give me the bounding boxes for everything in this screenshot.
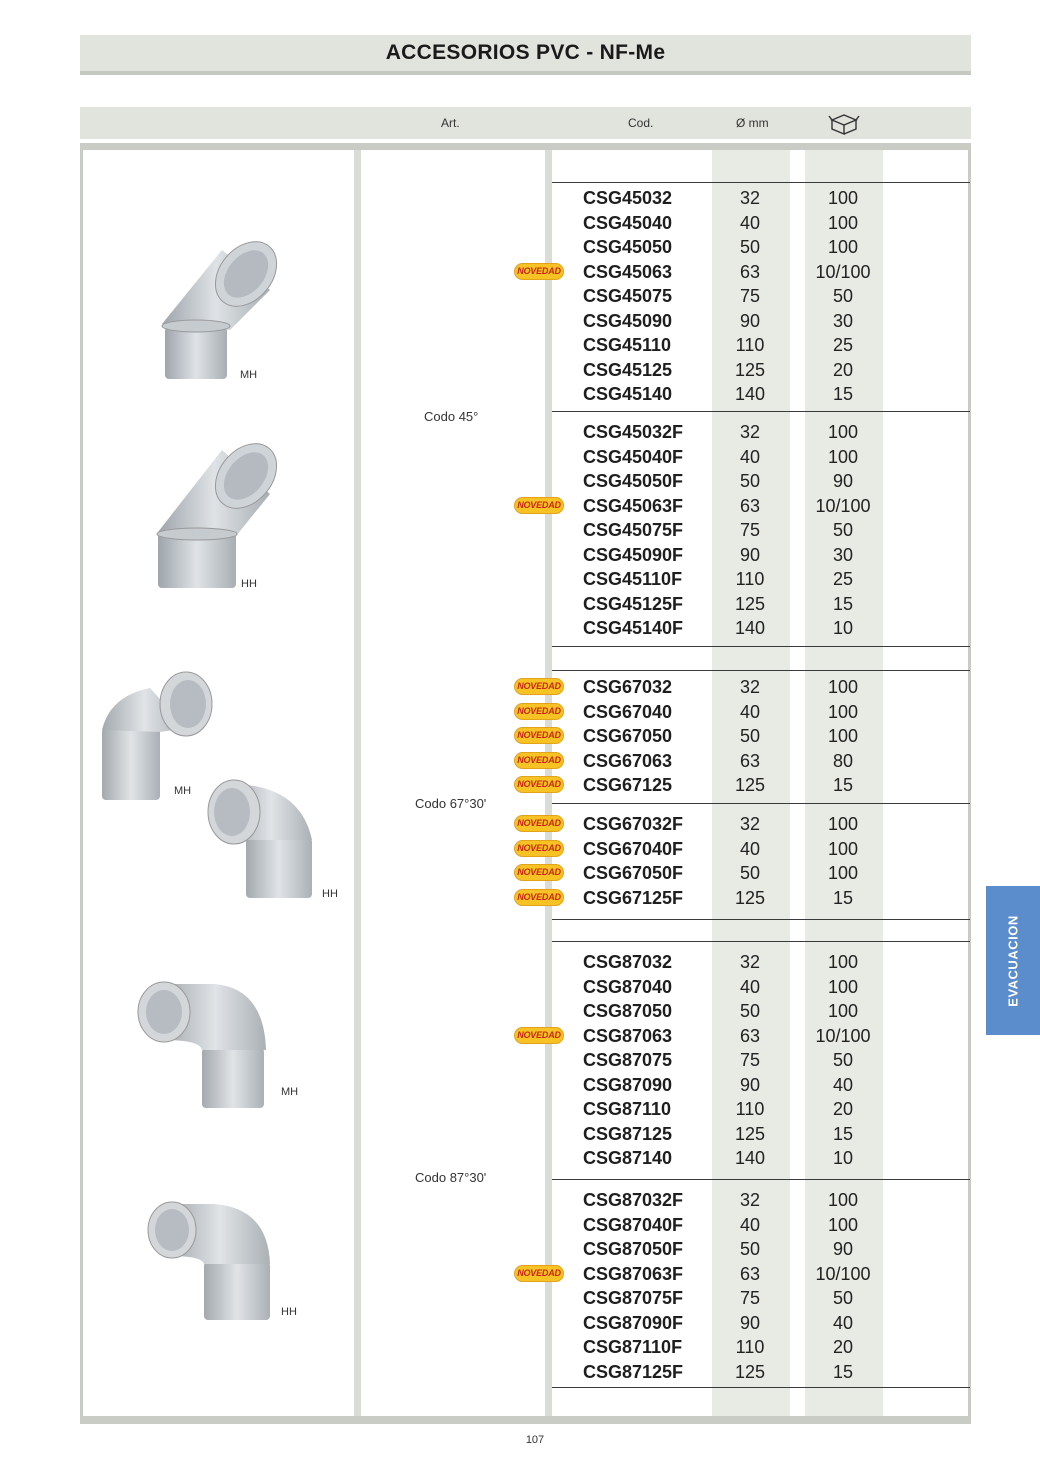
product-code: CSG87063 bbox=[583, 1025, 673, 1046]
image-label-hh: HH bbox=[322, 888, 338, 900]
diameter-value: 140 bbox=[734, 384, 766, 404]
novedad-badge: NOVEDAD bbox=[514, 840, 564, 857]
table-row bbox=[552, 1335, 970, 1359]
header-cod: Cod. bbox=[628, 116, 654, 130]
product-code: CSG87050F bbox=[583, 1239, 684, 1259]
quantity-value: 15 bbox=[832, 384, 854, 404]
product-code: CSG87032 bbox=[583, 952, 673, 972]
quantity-value: 15 bbox=[832, 1123, 854, 1144]
diameter-value: 50 bbox=[739, 863, 761, 883]
diameter-value: 63 bbox=[739, 1263, 761, 1284]
diameter-value: 125 bbox=[734, 775, 766, 795]
product-code: CSG45040 bbox=[583, 212, 673, 233]
novedad-badge: NOVEDAD bbox=[514, 1265, 564, 1282]
table-row bbox=[517, 886, 970, 910]
product-code: CSG45140 bbox=[583, 384, 673, 404]
product-code: CSG45110F bbox=[583, 569, 683, 589]
quantity-value: 15 bbox=[832, 593, 854, 614]
diameter-value: 110 bbox=[735, 569, 765, 589]
table-row bbox=[552, 333, 970, 357]
product-code: CSG87075F bbox=[583, 1288, 684, 1308]
diameter-value: 125 bbox=[734, 1123, 766, 1144]
quantity-value: 100 bbox=[827, 863, 859, 883]
elbow-67-hh-icon bbox=[200, 774, 320, 909]
diameter-value: 125 bbox=[734, 1361, 766, 1382]
quantity-value: 30 bbox=[832, 310, 854, 331]
table-row bbox=[552, 1122, 970, 1146]
image-label-mh: MH bbox=[281, 1086, 299, 1098]
diameter-value: 90 bbox=[739, 1312, 761, 1333]
table-row bbox=[517, 724, 970, 748]
table-row bbox=[552, 469, 970, 493]
quantity-value: 25 bbox=[832, 569, 854, 589]
product-code: CSG67050F bbox=[583, 863, 684, 883]
product-code: CSG87063F bbox=[583, 1263, 684, 1284]
novedad-badge: NOVEDAD bbox=[514, 703, 564, 720]
diameter-value: 50 bbox=[739, 471, 761, 491]
article-name: Codo 87°30' bbox=[415, 1170, 487, 1185]
quantity-value: 40 bbox=[832, 1312, 854, 1333]
quantity-value: 50 bbox=[832, 1288, 854, 1308]
table-row bbox=[552, 975, 970, 999]
diameter-value: 32 bbox=[739, 952, 761, 972]
image-label-hh: HH bbox=[281, 1306, 297, 1318]
quantity-value: 10/100 bbox=[815, 495, 871, 516]
table-row bbox=[517, 700, 970, 724]
novedad-badge: NOVEDAD bbox=[514, 263, 564, 280]
quantity-value: 10 bbox=[832, 618, 854, 638]
diameter-value: 32 bbox=[739, 814, 761, 834]
product-code: CSG45090F bbox=[583, 544, 684, 565]
product-code: CSG45063F bbox=[583, 495, 684, 516]
elbow-87-hh-icon bbox=[144, 1198, 274, 1328]
table-row bbox=[552, 1048, 970, 1072]
column-divider bbox=[354, 150, 361, 1416]
table-row bbox=[552, 309, 970, 333]
quantity-value: 50 bbox=[832, 286, 854, 306]
table-row bbox=[517, 675, 970, 699]
table-row bbox=[552, 284, 970, 308]
image-label-hh: HH bbox=[241, 578, 257, 590]
table-divider bbox=[552, 670, 970, 671]
diameter-value: 32 bbox=[739, 677, 761, 697]
diameter-value: 50 bbox=[739, 1239, 761, 1259]
table-divider bbox=[552, 919, 970, 920]
product-code: CSG87050 bbox=[583, 1001, 673, 1021]
quantity-value: 100 bbox=[827, 726, 859, 746]
product-code: CSG87110 bbox=[583, 1099, 672, 1119]
novedad-badge: NOVEDAD bbox=[514, 776, 564, 793]
quantity-value: 100 bbox=[827, 1001, 859, 1021]
table-row bbox=[552, 235, 970, 259]
table-divider bbox=[552, 1387, 970, 1388]
product-code: CSG87040F bbox=[583, 1214, 684, 1235]
table-row bbox=[517, 749, 970, 773]
diameter-value: 110 bbox=[735, 335, 765, 355]
table-row bbox=[517, 812, 970, 836]
product-code: CSG45075F bbox=[583, 520, 684, 540]
table-row bbox=[552, 567, 970, 591]
diameter-value: 32 bbox=[739, 188, 761, 208]
quantity-value: 20 bbox=[832, 359, 854, 380]
article-name: Codo 67°30' bbox=[415, 796, 487, 811]
diameter-value: 125 bbox=[734, 593, 766, 614]
product-code: CSG45140F bbox=[583, 618, 684, 638]
table-row bbox=[552, 1360, 970, 1384]
table-row bbox=[552, 518, 970, 542]
product-code: CSG87140 bbox=[583, 1148, 673, 1168]
table-row bbox=[552, 1188, 970, 1212]
quantity-value: 20 bbox=[832, 1337, 854, 1357]
table-row bbox=[517, 1024, 970, 1048]
elbow-45-hh-icon bbox=[130, 432, 280, 602]
diameter-value: 90 bbox=[739, 310, 761, 331]
quantity-value: 90 bbox=[832, 1239, 854, 1259]
quantity-value: 10 bbox=[832, 1148, 854, 1168]
novedad-badge: NOVEDAD bbox=[514, 497, 564, 514]
table-row bbox=[517, 1262, 970, 1286]
quantity-value: 15 bbox=[832, 775, 854, 795]
quantity-value: 50 bbox=[832, 1050, 854, 1070]
product-code: CSG67040 bbox=[583, 701, 673, 722]
quantity-value: 100 bbox=[827, 446, 859, 467]
diameter-value: 90 bbox=[739, 544, 761, 565]
product-code: CSG45075 bbox=[583, 286, 673, 306]
quantity-value: 25 bbox=[832, 335, 854, 355]
diameter-value: 50 bbox=[739, 726, 761, 746]
table-row bbox=[552, 420, 970, 444]
product-code: CSG45110 bbox=[583, 335, 672, 355]
novedad-badge: NOVEDAD bbox=[514, 815, 564, 832]
table-divider bbox=[552, 646, 970, 647]
product-code: CSG67063 bbox=[583, 750, 673, 771]
table-row bbox=[552, 186, 970, 210]
table-row bbox=[552, 1073, 970, 1097]
quantity-value: 90 bbox=[832, 471, 854, 491]
quantity-value: 40 bbox=[832, 1074, 854, 1095]
table-divider bbox=[552, 182, 970, 183]
quantity-value: 100 bbox=[827, 838, 859, 859]
diameter-value: 90 bbox=[739, 1074, 761, 1095]
quantity-value: 100 bbox=[827, 814, 859, 834]
novedad-badge: NOVEDAD bbox=[514, 727, 564, 744]
diameter-value: 40 bbox=[739, 976, 761, 997]
product-code: CSG67050 bbox=[583, 726, 673, 746]
quantity-value: 100 bbox=[827, 237, 859, 257]
table-row bbox=[517, 260, 970, 284]
diameter-value: 110 bbox=[735, 1099, 765, 1119]
quantity-value: 20 bbox=[832, 1099, 854, 1119]
quantity-value: 30 bbox=[832, 544, 854, 565]
product-code: CSG45063 bbox=[583, 261, 673, 282]
table-row bbox=[517, 837, 970, 861]
product-code: CSG45090 bbox=[583, 310, 673, 331]
elbow-87-mh-icon bbox=[134, 978, 274, 1118]
quantity-value: 100 bbox=[827, 677, 859, 697]
diameter-value: 63 bbox=[739, 1025, 761, 1046]
product-code: CSG67032F bbox=[583, 814, 684, 834]
diameter-value: 63 bbox=[739, 750, 761, 771]
diameter-value: 63 bbox=[739, 261, 761, 282]
product-code: CSG45125 bbox=[583, 359, 673, 380]
product-code: CSG45032F bbox=[583, 422, 684, 442]
diameter-value: 110 bbox=[735, 1337, 765, 1357]
quantity-value: 10/100 bbox=[815, 261, 871, 282]
table-divider bbox=[552, 411, 970, 412]
product-code: CSG87040 bbox=[583, 976, 673, 997]
table-row bbox=[552, 543, 970, 567]
diameter-value: 50 bbox=[739, 1001, 761, 1021]
novedad-badge: NOVEDAD bbox=[514, 889, 564, 906]
article-name: Codo 45° bbox=[424, 409, 479, 424]
product-code: CSG87075 bbox=[583, 1050, 673, 1070]
quantity-value: 100 bbox=[827, 976, 859, 997]
table-row bbox=[552, 1286, 970, 1310]
diameter-value: 75 bbox=[739, 520, 761, 540]
table-row bbox=[552, 1146, 970, 1170]
diameter-value: 40 bbox=[739, 446, 761, 467]
product-code: CSG67125F bbox=[583, 887, 684, 908]
diameter-value: 32 bbox=[739, 422, 761, 442]
diameter-value: 140 bbox=[734, 618, 766, 638]
image-label-mh: MH bbox=[240, 369, 258, 381]
table-row bbox=[552, 1213, 970, 1237]
quantity-value: 100 bbox=[827, 952, 859, 972]
quantity-value: 80 bbox=[832, 750, 854, 771]
quantity-value: 10/100 bbox=[815, 1025, 871, 1046]
section-tab-label: EVACUACION bbox=[1005, 914, 1021, 1007]
table-header bbox=[80, 107, 971, 139]
diameter-value: 75 bbox=[739, 286, 761, 306]
novedad-badge: NOVEDAD bbox=[514, 1027, 564, 1044]
product-code: CSG87125F bbox=[583, 1361, 684, 1382]
diameter-value: 75 bbox=[739, 1050, 761, 1070]
product-code: CSG87125 bbox=[583, 1123, 673, 1144]
table-row bbox=[552, 950, 970, 974]
diameter-value: 75 bbox=[739, 1288, 761, 1308]
table-divider bbox=[552, 1179, 970, 1180]
product-code: CSG67032 bbox=[583, 677, 673, 697]
diameter-value: 63 bbox=[739, 495, 761, 516]
product-code: CSG45050 bbox=[583, 237, 673, 257]
diameter-value: 125 bbox=[734, 359, 766, 380]
header-diameter: Ø mm bbox=[736, 116, 769, 130]
product-code: CSG87032F bbox=[583, 1190, 684, 1210]
quantity-value: 15 bbox=[832, 1361, 854, 1382]
table-row bbox=[552, 445, 970, 469]
novedad-badge: NOVEDAD bbox=[514, 864, 564, 881]
diameter-value: 40 bbox=[739, 212, 761, 233]
diameter-value: 40 bbox=[739, 701, 761, 722]
table-row bbox=[552, 1097, 970, 1121]
diameter-value: 40 bbox=[739, 838, 761, 859]
novedad-badge: NOVEDAD bbox=[514, 678, 564, 695]
table-row bbox=[552, 1311, 970, 1335]
quantity-value: 100 bbox=[827, 212, 859, 233]
diameter-value: 32 bbox=[739, 1190, 761, 1210]
product-code: CSG45032 bbox=[583, 188, 673, 208]
table-row bbox=[552, 592, 970, 616]
product-code: CSG67125 bbox=[583, 775, 673, 795]
novedad-badge: NOVEDAD bbox=[514, 752, 564, 769]
quantity-value: 50 bbox=[832, 520, 854, 540]
product-code: CSG67040F bbox=[583, 838, 684, 859]
table-row bbox=[552, 211, 970, 235]
table-row bbox=[517, 773, 970, 797]
quantity-value: 100 bbox=[827, 422, 859, 442]
product-code: CSG87090F bbox=[583, 1312, 684, 1333]
product-code: CSG87090 bbox=[583, 1074, 673, 1095]
table-row bbox=[517, 494, 970, 518]
page-title: ACCESORIOS PVC - NF-Me bbox=[80, 35, 971, 75]
quantity-value: 100 bbox=[827, 1190, 859, 1210]
table-divider bbox=[552, 941, 970, 942]
quantity-value: 10/100 bbox=[815, 1263, 871, 1284]
product-code: CSG45040F bbox=[583, 446, 684, 467]
quantity-value: 100 bbox=[827, 188, 859, 208]
section-tab[interactable] bbox=[986, 886, 1040, 1035]
table-row bbox=[552, 999, 970, 1023]
table-row bbox=[517, 861, 970, 885]
product-code: CSG87110F bbox=[583, 1337, 683, 1357]
product-code: CSG45050F bbox=[583, 471, 684, 491]
table-row bbox=[552, 382, 970, 406]
quantity-value: 100 bbox=[827, 1214, 859, 1235]
box-icon bbox=[828, 112, 860, 139]
elbow-45-mh-icon bbox=[130, 232, 280, 392]
table-row bbox=[552, 1237, 970, 1261]
header-art: Art. bbox=[441, 116, 460, 130]
table-row bbox=[552, 616, 970, 640]
quantity-value: 100 bbox=[827, 701, 859, 722]
table-row bbox=[552, 358, 970, 382]
quantity-value: 15 bbox=[832, 887, 854, 908]
product-code: CSG45125F bbox=[583, 593, 684, 614]
page-number: 107 bbox=[525, 1434, 545, 1446]
image-label-mh: MH bbox=[174, 785, 192, 797]
diameter-value: 50 bbox=[739, 237, 761, 257]
diameter-value: 140 bbox=[734, 1148, 766, 1168]
table-divider bbox=[552, 803, 970, 804]
diameter-value: 125 bbox=[734, 887, 766, 908]
diameter-value: 40 bbox=[739, 1214, 761, 1235]
